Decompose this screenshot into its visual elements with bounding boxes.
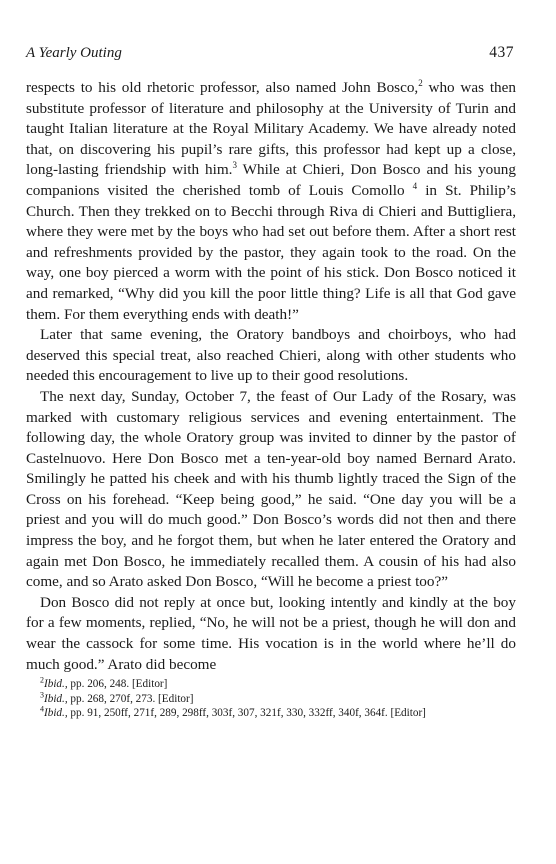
footnote-reference: 3 bbox=[232, 160, 237, 171]
footnote bbox=[26, 706, 516, 721]
footnote-text: pp. 268, 270f, 273. [Editor] bbox=[67, 692, 194, 705]
running-head bbox=[26, 44, 516, 68]
body-text bbox=[26, 78, 516, 675]
text-segment: in St. Philip’s Church. Then they trekked on to Becchi through Riva di Chieri and Buttigliera, where they were met by the boys who had set out before them. After a short rest and refreshments provided by the pastor, they again took to the road. On the way, one boy pierced a worm with the point of his stick. Don Bosco noticed it and remarked, “Why did you kill the poor little thing? Life is all that God gave them. For them everything ends with death!” bbox=[26, 181, 516, 323]
footnote-source: Ibid., bbox=[44, 707, 68, 720]
paragraph: Later that same evening, the Oratory bandboys and choirboys, who had deserved this special treat, also reached Chieri, along with other students who needed this encouragement to live up to their good resolutions. bbox=[26, 326, 516, 385]
text-segment: respects to his old rhetoric professor, also named John Bosco, bbox=[26, 79, 419, 96]
running-title: A Yearly Outing bbox=[26, 45, 122, 61]
book-page bbox=[26, 44, 516, 721]
footnote-source: Ibid., bbox=[44, 678, 68, 691]
footnote-text: pp. 206, 248. [Editor] bbox=[67, 678, 168, 691]
paragraph: The next day, Sunday, October 7, the feast of Our Lady of the Rosary, was marked with customary religious services and evening entertainment. The following day, the whole Oratory group was invited to dinner by the pastor of Castelnuovo. Here Don Bosco met a ten-year-old boy named Bernard Arato. Smilingly he patted his cheek and with his thumb lightly traced the Sign of the Cross on his forehead. “Keep being good,” he said. “One day you will be a priest and you will do much good.” Don Bosco’s words did not then and there impress the boy, and he forgot them, but when he later entered the Oratory and again met Don Bosco, he immediately recalled them. A cousin of his had also come, and so Arato asked Don Bosco, “Will he become a priest too?” bbox=[26, 387, 516, 591]
footnote-source: Ibid., bbox=[44, 692, 68, 705]
footnote-reference: 2 bbox=[418, 77, 423, 88]
footnote-number: 4 bbox=[40, 704, 44, 714]
footnote-number: 2 bbox=[40, 675, 44, 685]
page-number: 437 bbox=[489, 44, 514, 61]
footnotes bbox=[26, 677, 516, 721]
footnote-text: pp. 91, 250ff, 271f, 289, 298ff, 303f, 307, 321f, 330, 332ff, 340f, 364f. [Editor] bbox=[67, 707, 426, 720]
paragraph: Don Bosco did not reply at once but, looking intently and kindly at the boy for a few moments, replied, “No, he will not be a priest, though he will don and wear the cassock for some time. His vocation is in the world where he’ll do much good.” Arato did become bbox=[26, 593, 516, 673]
footnote bbox=[26, 677, 516, 692]
paragraph bbox=[26, 78, 516, 325]
text-segment: While at Chieri, Don Bosco and his young companions visited the cherished tomb of Louis Comollo bbox=[26, 161, 516, 199]
text-segment: who was then substitute professor of literature and philosophy at the University of Turin and taught Italian literature at the Royal Military Academy. We have already noted that, on discovering his pupil’s rare gifts, this professor had kept up a close, long-lasting friendship with him. bbox=[26, 79, 516, 179]
footnote-number: 3 bbox=[40, 690, 44, 700]
footnote-reference: 4 bbox=[412, 180, 418, 191]
footnote bbox=[26, 692, 516, 707]
